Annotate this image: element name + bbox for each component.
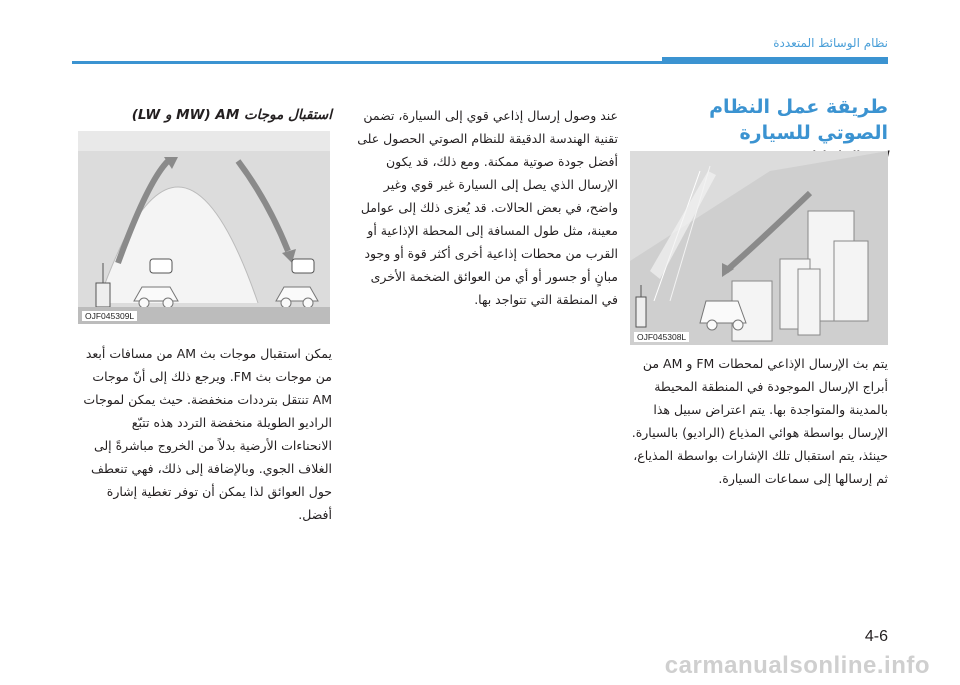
am-reception-figure (78, 131, 330, 324)
left-column-body (78, 342, 332, 526)
fm-illustration (630, 151, 888, 345)
header-accent-bar (662, 57, 888, 62)
watermark: carmanualsonline.info (664, 652, 930, 679)
page-header-title: نظام الوسائط المتعددة (773, 36, 888, 50)
page-number: 4-6 (864, 628, 888, 645)
am-illustration (78, 131, 330, 324)
figure-code: OJF045308L (634, 332, 689, 342)
music-note-bubble-right (292, 259, 314, 273)
am-subtitle: استقبال موجات AM (MW و LW) (131, 107, 332, 123)
right-column-body (630, 352, 888, 490)
reception-paragraph: عند وصول إرسال إذاعي قوي إلى السيارة، تضمن تقنية الهندسة الدقيقة للنظام الصوتي الحصول على أفضل جودة صوتية ممكنة. ومع ذلك، قد يكون الإرسال الذي يصل إلى السيارة غير قوي وغير واضح، في بعض الحالات. قد يُعزى ذلك إلى عوامل معينة، مثل طول المسافة إلى المحطة الإذاعية أو القرب من محطات إذاعية أخرى أكثر قوة أو وجود مبانٍ أو جسور أو أي من العوائق الضخمة الأخرى في المنطقة التي تتواجد بها. (357, 108, 618, 307)
am-paragraph: يمكن استقبال موجات بث AM من مسافات أبعد من موجات بث FM. ويرجع ذلك إلى أنّ موجات AM تنتقل بترددات منخفضة. حيث يمكن لموجات الراديو الطويلة منخفضة التردد هذه تتبّع الانحناءات الأرضية بدلاً من الخروج مباشرةً إلى الغلاف الجوي. وبالإضافة إلى ذلك، فهي تنعطف حول العوائق لذا يمكن أن توفر تغطية إشارة أفضل. (83, 346, 332, 522)
music-note-bubble-left (150, 259, 172, 273)
fm-reception-figure (630, 151, 888, 345)
fm-paragraph: يتم بث الإرسال الإذاعي لمحطات FM و AM من أبراج الإرسال الموجودة في المنطقة المحيطة بالمدينة والمتواجدة بها. يتم اعتراض سبيل هذا الإرسال بواسطة هوائي المذياع (الراديو) بالسيارة. حينئذ، يتم استقبال تلك الإشارات بواسطة المذياع، ثم إرسالها إلى سماعات السيارة. (631, 356, 888, 486)
left-column (78, 104, 332, 126)
section-title: طريقة عمل النظام الصوتي للسيارة (709, 96, 888, 144)
middle-column (356, 104, 618, 311)
figure-code: OJF045309L (82, 311, 137, 321)
